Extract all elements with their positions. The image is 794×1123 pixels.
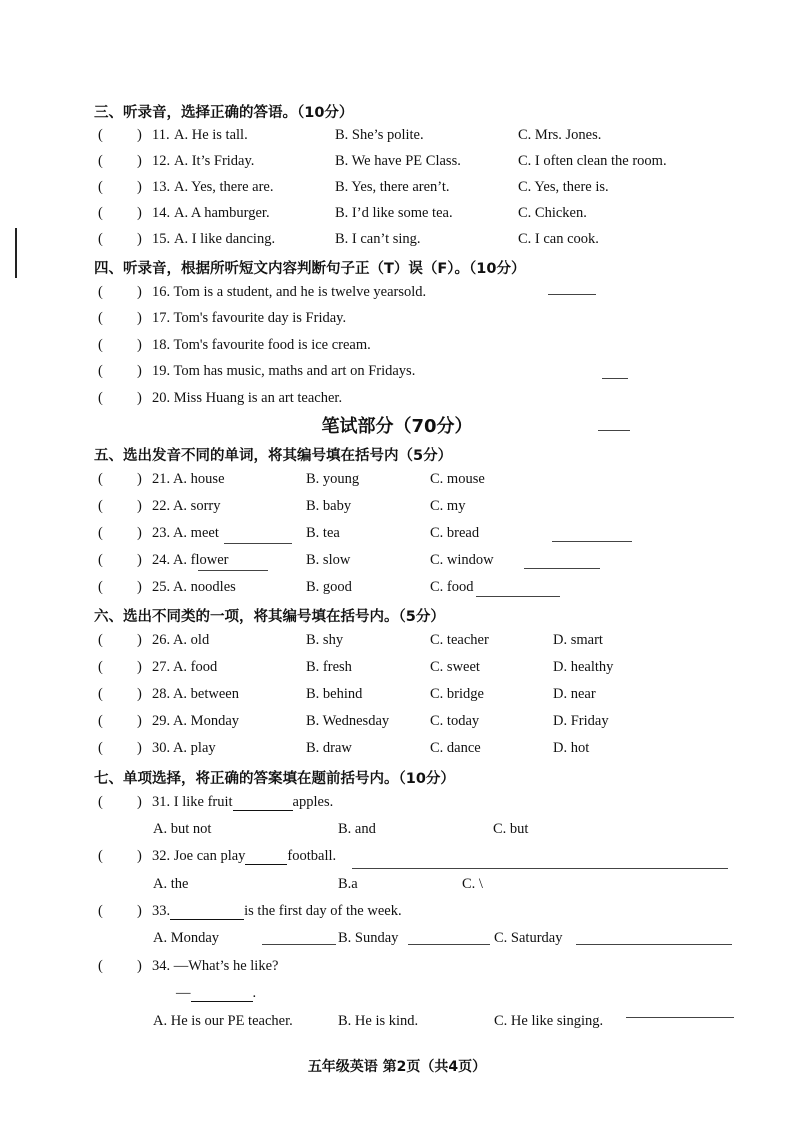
question-text [152, 848, 336, 865]
question-text-pre: 31. I like fruit [152, 794, 233, 810]
option-a: A. It’s Friday. [174, 153, 255, 169]
option-c: C. Chicken. [518, 205, 587, 221]
question-row-11 [0, 127, 794, 149]
answer-paren-open[interactable]: ( [98, 903, 103, 919]
statement-text: 20. Miss Huang is an art teacher. [152, 390, 343, 406]
answer-paren-open[interactable]: ( [98, 127, 103, 143]
question-row-22 [0, 498, 794, 520]
dash-mark: — [176, 985, 191, 1001]
question-row-15 [0, 231, 794, 253]
question-row-23 [0, 525, 794, 547]
answer-paren-close: ) [137, 713, 142, 729]
answer-paren-open[interactable]: ( [98, 231, 103, 247]
option-b: B. shy [306, 632, 344, 648]
option-c: C. today [430, 713, 480, 729]
option-b: B. draw [306, 740, 352, 756]
answer-paren-open[interactable]: ( [98, 579, 103, 595]
answer-paren-open[interactable]: ( [98, 686, 103, 702]
question-row-12 [0, 153, 794, 175]
question-row-29 [0, 713, 794, 735]
answer-paren-close: ) [137, 471, 142, 487]
period-mark: . [252, 985, 257, 1001]
page-footer: 五年级英语 第2页（共4页） [307, 1059, 487, 1075]
question-row-24 [0, 552, 794, 574]
options-row-31 [0, 821, 794, 843]
option-a: 23. A. meet [152, 525, 219, 541]
option-c: C. Yes, there is. [518, 179, 609, 195]
question-row-19 [0, 363, 794, 385]
option-b: B. behind [306, 686, 363, 702]
question-number: 12. [152, 153, 171, 169]
question-row-18 [0, 337, 794, 359]
question-row-30 [0, 740, 794, 762]
answer-paren-close: ) [137, 231, 142, 247]
option-a: A. I like dancing. [174, 231, 276, 247]
section5-heading: 五、选出发音不同的单词，将其编号填在括号内（5分） [94, 448, 453, 464]
section3-heading: 三、听录音，选择正确的答语。（10分） [94, 105, 354, 121]
option-a: 24. A. flower [152, 552, 229, 568]
option-c: C. bridge [430, 686, 484, 702]
answer-paren-open[interactable]: ( [98, 337, 103, 353]
option-b: B. She’s polite. [335, 127, 424, 143]
answer-paren-close: ) [137, 205, 142, 221]
option-d: D. healthy [553, 659, 614, 675]
fill-blank[interactable] [170, 903, 244, 920]
answer-paren-open[interactable]: ( [98, 498, 103, 514]
answer-paren-close: ) [137, 310, 142, 326]
question-text-post: apples. [292, 794, 334, 810]
question-text: 34. —What’s he like? [152, 958, 279, 974]
option-b: B.a [338, 876, 358, 892]
option-a: A. but not [153, 821, 212, 837]
question-text-post: is the first day of the week. [244, 903, 402, 919]
option-a: 28. A. between [152, 686, 239, 702]
option-c: C. I often clean the room. [518, 153, 667, 169]
scan-line [602, 378, 628, 379]
question-text [152, 794, 333, 811]
answer-paren-open[interactable]: ( [98, 848, 103, 864]
answer-paren-close: ) [137, 794, 142, 810]
scan-line [408, 944, 490, 945]
option-a: 27. A. food [152, 659, 218, 675]
question-row-25 [0, 579, 794, 601]
option-a: 26. A. old [152, 632, 210, 648]
option-d: D. smart [553, 632, 603, 648]
option-b: B. good [306, 579, 352, 595]
fill-blank[interactable] [233, 794, 293, 811]
question-number: 15. [152, 231, 171, 247]
answer-paren-open[interactable]: ( [98, 153, 103, 169]
scan-line [626, 1017, 734, 1018]
answer-paren-open[interactable]: ( [98, 179, 103, 195]
scan-line [352, 868, 728, 869]
option-b: B. fresh [306, 659, 352, 675]
option-c: C. teacher [430, 632, 489, 648]
section4-heading: 四、听录音，根据所听短文内容判断句子正（T）误（F）。（10分） [94, 261, 526, 277]
question-text [152, 903, 402, 920]
option-a: A. A hamburger. [174, 205, 270, 221]
question-row-14 [0, 205, 794, 227]
option-b: B. He is kind. [338, 1013, 419, 1029]
answer-paren-close: ) [137, 337, 142, 353]
options-row-33 [0, 930, 794, 952]
written-section-title: 笔试部分（70分） [321, 416, 473, 437]
option-b: B. tea [306, 525, 340, 541]
answer-paren-close: ) [137, 740, 142, 756]
answer-paren-close: ) [137, 579, 142, 595]
option-b: B. I’d like some tea. [335, 205, 453, 221]
option-b: B. Sunday [338, 930, 399, 946]
option-a: A. He is our PE teacher. [153, 1013, 293, 1029]
option-a: 21. A. house [152, 471, 225, 487]
answer-paren-close: ) [137, 390, 142, 406]
question-row-28 [0, 686, 794, 708]
scan-line [548, 294, 596, 295]
answer-paren-open[interactable]: ( [98, 632, 103, 648]
answer-paren-open[interactable]: ( [98, 958, 103, 974]
scan-line [198, 570, 268, 571]
answer-paren-open[interactable]: ( [98, 794, 103, 810]
question-number: 11. [152, 127, 170, 143]
section6-heading: 六、选出不同类的一项，将其编号填在括号内。（5分） [94, 609, 445, 625]
option-c: C. window [430, 552, 494, 568]
answer-paren-close: ) [137, 179, 142, 195]
option-c: C. dance [430, 740, 481, 756]
option-a: 25. A. noodles [152, 579, 236, 595]
question-row-17 [0, 310, 794, 332]
answer-paren-open[interactable]: ( [98, 284, 103, 300]
option-a: A. He is tall. [174, 127, 248, 143]
option-b: B. I can’t sing. [335, 231, 421, 247]
option-b: B. baby [306, 498, 352, 514]
answer-paren-close: ) [137, 363, 142, 379]
option-a: 22. A. sorry [152, 498, 221, 514]
answer-paren-open[interactable]: ( [98, 205, 103, 221]
option-c: C. \ [462, 876, 483, 892]
scan-line [576, 944, 732, 945]
question-number: 13. [152, 179, 171, 195]
option-c: C. Mrs. Jones. [518, 127, 602, 143]
question-row-13 [0, 179, 794, 201]
option-c: C. my [430, 498, 466, 514]
option-c: C. I can cook. [518, 231, 599, 247]
option-c: C. but [493, 821, 529, 837]
answer-paren-open[interactable]: ( [98, 659, 103, 675]
question-text-pre: 33. [152, 903, 171, 919]
option-a: A. Yes, there are. [174, 179, 274, 195]
option-c: C. bread [430, 525, 480, 541]
scan-line [524, 568, 600, 569]
fill-blank[interactable] [245, 848, 287, 865]
question-row-34 [0, 958, 794, 980]
scan-line [552, 541, 632, 542]
option-d: D. Friday [553, 713, 609, 729]
option-a: 29. A. Monday [152, 713, 239, 729]
options-row-32 [0, 876, 794, 898]
option-a: 30. A. play [152, 740, 216, 756]
question-row-16 [0, 284, 794, 306]
question-number: 14. [152, 205, 171, 221]
option-b: B. slow [306, 552, 351, 568]
answer-paren-open[interactable]: ( [98, 740, 103, 756]
dialogue-dash [176, 985, 256, 1002]
question-text-post: football. [287, 848, 337, 864]
option-c: C. mouse [430, 471, 485, 487]
option-b: B. Wednesday [306, 713, 390, 729]
statement-text: 17. Tom's favourite day is Friday. [152, 310, 347, 326]
answer-paren-close: ) [137, 525, 142, 541]
answer-paren-close: ) [137, 686, 142, 702]
scan-line [224, 543, 292, 544]
fill-blank[interactable] [191, 985, 253, 1002]
statement-text: 16. Tom is a student, and he is twelve yearsold. [152, 284, 427, 300]
answer-line-34 [0, 985, 794, 1007]
answer-paren-close: ) [137, 848, 142, 864]
statement-text: 19. Tom has music, maths and art on Fridays. [152, 363, 416, 379]
section7-heading: 七、单项选择，将正确的答案填在题前括号内。（10分） [94, 771, 455, 787]
question-row-33 [0, 903, 794, 925]
answer-paren-close: ) [137, 552, 142, 568]
answer-paren-close: ) [137, 498, 142, 514]
question-text-pre: 32. Joe can play [152, 848, 246, 864]
option-b: B. and [338, 821, 376, 837]
answer-paren-open[interactable]: ( [98, 713, 103, 729]
option-c: C. sweet [430, 659, 480, 675]
answer-paren-close: ) [137, 153, 142, 169]
option-a: A. the [153, 876, 189, 892]
option-a: A. Monday [153, 930, 220, 946]
statement-text: 18. Tom's favourite food is ice cream. [152, 337, 371, 353]
scan-line [476, 596, 560, 597]
answer-paren-close: ) [137, 903, 142, 919]
question-row-32 [0, 848, 794, 870]
option-b: B. Yes, there aren’t. [335, 179, 450, 195]
option-b: B. We have PE Class. [335, 153, 461, 169]
question-row-26 [0, 632, 794, 654]
option-d: D. near [553, 686, 596, 702]
option-c: C. He like singing. [494, 1013, 604, 1029]
option-d: D. hot [553, 740, 590, 756]
answer-paren-open[interactable]: ( [98, 525, 103, 541]
scan-line [262, 944, 336, 945]
question-row-20 [0, 390, 794, 412]
answer-paren-open[interactable]: ( [98, 552, 103, 568]
option-c: C. Saturday [494, 930, 563, 946]
question-row-31 [0, 794, 794, 816]
question-row-21 [0, 471, 794, 493]
answer-paren-close: ) [137, 958, 142, 974]
question-row-27 [0, 659, 794, 681]
answer-paren-open[interactable]: ( [98, 363, 103, 379]
answer-paren-close: ) [137, 284, 142, 300]
answer-paren-open[interactable]: ( [98, 471, 103, 487]
answer-paren-close: ) [137, 127, 142, 143]
answer-paren-open[interactable]: ( [98, 310, 103, 326]
answer-paren-close: ) [137, 659, 142, 675]
option-c: C. food [430, 579, 474, 595]
answer-paren-open[interactable]: ( [98, 390, 103, 406]
option-b: B. young [306, 471, 360, 487]
answer-paren-close: ) [137, 632, 142, 648]
